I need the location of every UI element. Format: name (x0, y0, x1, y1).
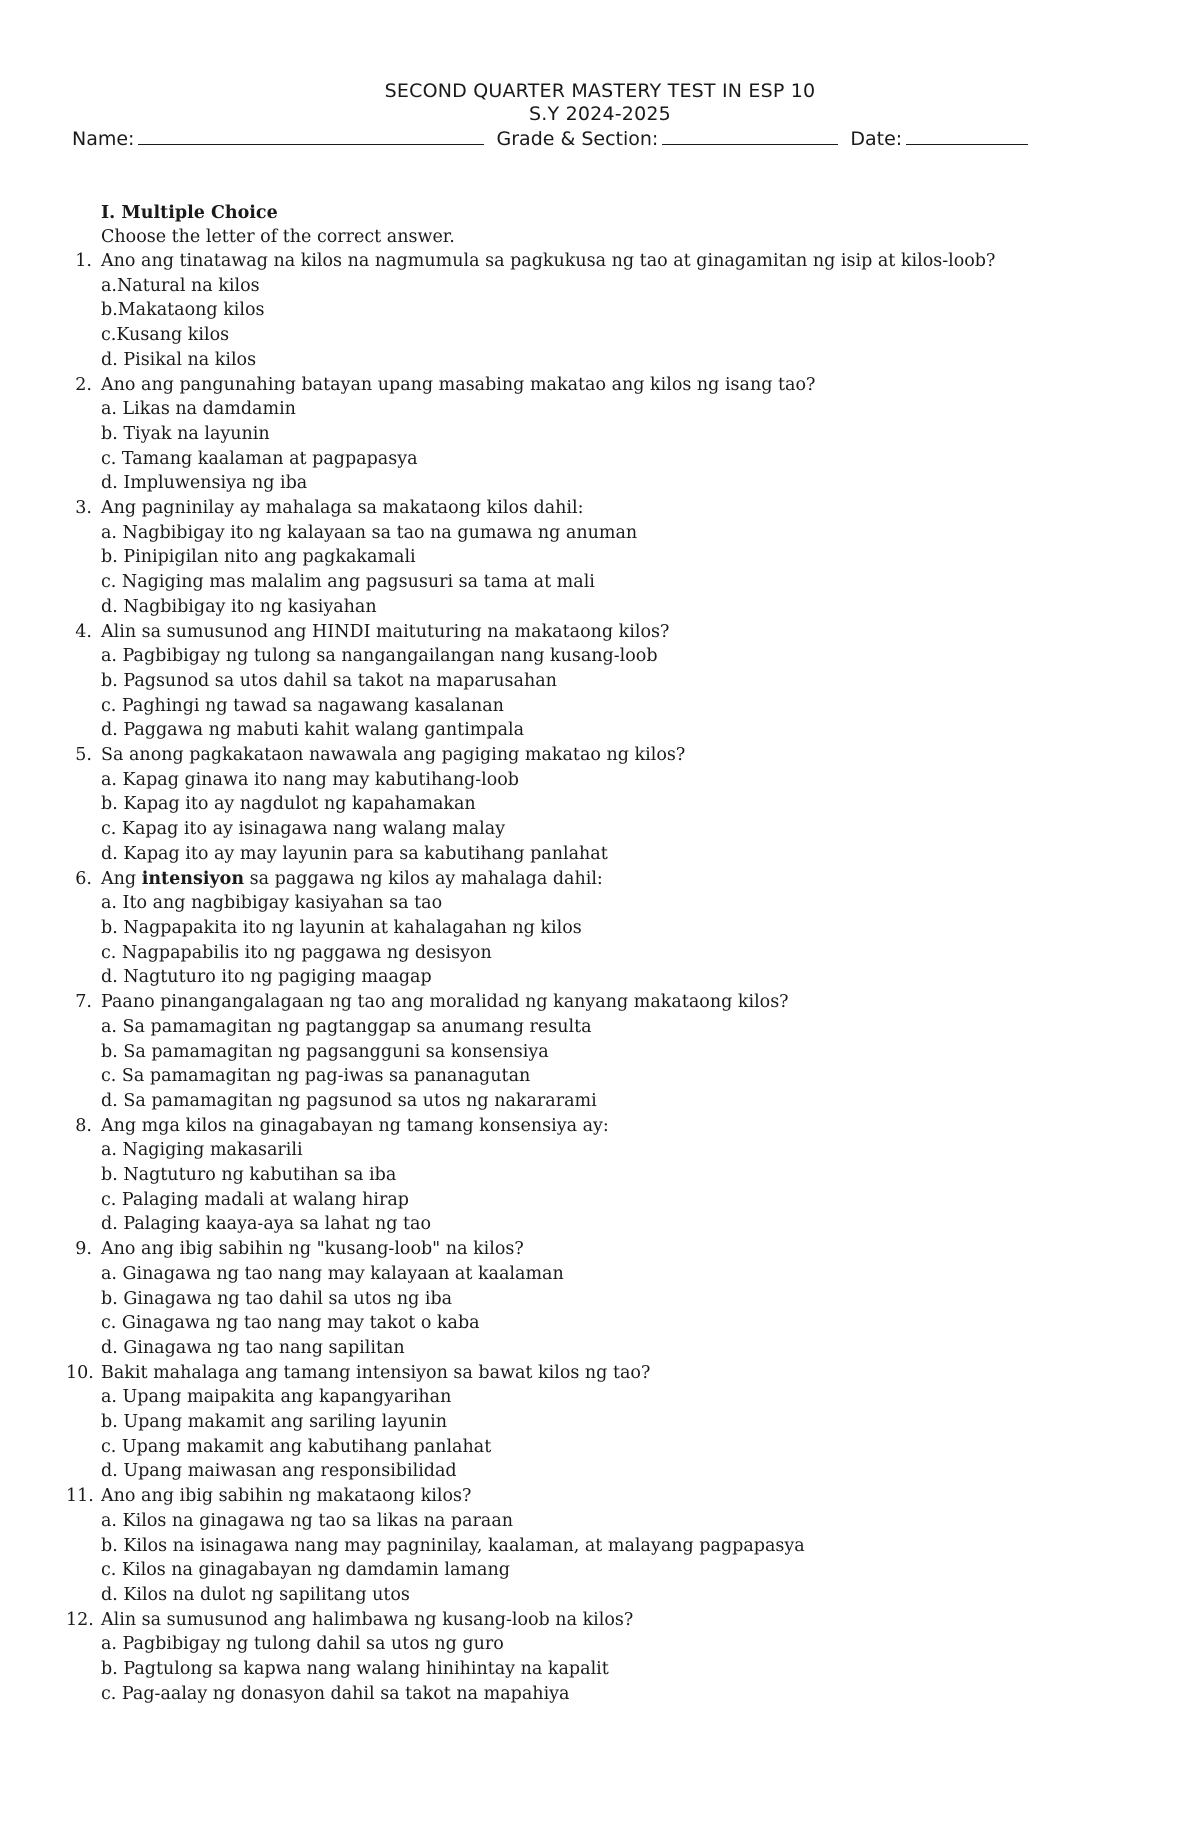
answer-option: c. Kilos na ginagabayan ng damdamin lamang (101, 1560, 510, 1581)
answer-option: a.Natural na kilos (101, 275, 260, 296)
question-text: Bakit mahalaga ang tamang intensiyon sa bawat kilos ng tao? (101, 1362, 651, 1383)
question-number: 12. (66, 1609, 94, 1630)
answer-option: c. Upang makamit ang kabutihang panlahat (101, 1436, 492, 1457)
answer-option: b. Kilos na isinagawa nang may pagninilay, kaalaman, at malayang pagpapasya (101, 1535, 805, 1556)
question-item (66, 249, 1166, 373)
answer-option: c. Ginagawa ng tao nang may takot o kaba (101, 1313, 480, 1334)
question-item (66, 1361, 1166, 1485)
question-number: 3. (75, 498, 92, 519)
question-text-after: sa paggawa ng kilos ay mahalaga dahil: (244, 868, 603, 889)
answer-option: c.Kusang kilos (101, 325, 230, 346)
answer-option: b. Nagtuturo ng kabutihan sa iba (101, 1165, 397, 1186)
answer-option: a. Upang maipakita ang kapangyarihan (101, 1387, 452, 1408)
answer-option: c. Pag-aalay ng donasyon dahil sa takot na mapahiya (101, 1683, 570, 1704)
answer-option: b. Pinipigilan nito ang pagkakamali (101, 547, 416, 568)
question-number: 1. (75, 251, 92, 271)
name-label: Name: (72, 128, 135, 150)
answer-option: c. Nagiging mas malalim ang pagsusuri sa tama at mali (101, 572, 595, 593)
answer-option: b. Pagsunod sa utos dahil sa takot na maparusahan (101, 670, 557, 691)
date-label: Date: (850, 128, 903, 150)
answer-option: b.Makataong kilos (101, 300, 265, 321)
question-number: 5. (75, 745, 92, 766)
question-text: Ang pagninilay ay mahalaga sa makataong kilos dahil: (101, 498, 584, 519)
question-item (66, 1237, 1166, 1361)
test-body (66, 201, 1166, 1706)
answer-option: c. Sa pamamagitan ng pag-iwas sa pananagutan (101, 1066, 531, 1087)
question-item (66, 1608, 1166, 1707)
section-title: I. Multiple Choice (101, 203, 278, 223)
answer-option: a. Kapag ginawa ito nang may kabutihang-loob (101, 769, 519, 790)
answer-option: c. Nagpapabilis ito ng paggawa ng desisyon (101, 942, 492, 963)
question-item (66, 1114, 1166, 1238)
question-item (66, 1484, 1166, 1608)
answer-option: d. Sa pamamagitan ng pagsunod sa utos ng nakararami (101, 1090, 597, 1111)
question-number: 10. (66, 1362, 94, 1383)
answer-option: b. Upang makamit ang sariling layunin (101, 1412, 448, 1433)
answer-option: d. Ginagawa ng tao nang sapilitan (101, 1337, 405, 1358)
question-item (66, 373, 1166, 497)
answer-option: b. Kapag ito ay nagdulot ng kapahamakan (101, 794, 476, 815)
school-year: S.Y 2024-2025 (529, 103, 671, 125)
question-text: Ano ang pangunahing batayan upang masabing makatao ang kilos ng isang tao? (101, 374, 816, 395)
question-item (66, 990, 1166, 1114)
grade-section-label: Grade & Section: (496, 128, 659, 150)
question-item (66, 867, 1166, 991)
question-text-emphasis: intensiyon (141, 868, 245, 889)
question-number: 4. (75, 621, 92, 642)
question-number: 2. (75, 374, 92, 395)
answer-option: d. Pisikal na kilos (101, 349, 257, 370)
answer-option: d. Kilos na dulot ng sapilitang utos (101, 1584, 410, 1605)
question-text-before: Ang (101, 868, 142, 889)
question-text: Ano ang tinatawag na kilos na nagmumula sa pagkukusa ng tao at ginagamitan ng isip at kilos-loob? (101, 251, 996, 271)
answer-option: b. Nagpapakita ito ng layunin at kahalagahan ng kilos (101, 917, 582, 938)
student-info-line (72, 126, 1034, 151)
answer-option: a. Kilos na ginagawa ng tao sa likas na paraan (101, 1510, 514, 1531)
answer-option: d. Impluwensiya ng iba (101, 473, 308, 494)
answer-option: a. Likas na damdamin (101, 399, 296, 420)
answer-option: c. Palaging madali at walang hirap (101, 1189, 410, 1210)
answer-option: a. Pagbibigay ng tulong dahil sa utos ng guro (101, 1634, 504, 1655)
question-list (66, 249, 1166, 1706)
answer-option: a. Ito ang nagbibigay kasiyahan sa tao (101, 893, 443, 914)
question-text: Ano ang ibig sabihin ng "kusang-loob" na kilos? (101, 1239, 524, 1260)
question-text: Sa anong pagkakataon nawawala ang pagiging makatao ng kilos? (101, 745, 686, 766)
date-blank (906, 126, 1028, 145)
answer-option: c. Tamang kaalaman at pagpapasya (101, 448, 418, 469)
question-text: Ano ang ibig sabihin ng makataong kilos? (101, 1486, 472, 1507)
grade-section-blank (662, 126, 838, 145)
answer-option: b. Pagtulong sa kapwa nang walang hinihintay na kapalit (101, 1659, 609, 1680)
question-item (66, 620, 1166, 744)
answer-option: d. Nagbibigay ito ng kasiyahan (101, 596, 377, 617)
answer-option: a. Ginagawa ng tao nang may kalayaan at kaalaman (101, 1263, 564, 1284)
answer-option: a. Sa pamamagitan ng pagtanggap sa anumang resulta (101, 1016, 592, 1037)
answer-option: d. Paggawa ng mabuti kahit walang gantimpala (101, 720, 525, 741)
section-instruction: Choose the letter of the correct answer. (101, 227, 455, 247)
answer-option: d. Nagtuturo ito ng pagiging maagap (101, 967, 432, 988)
question-item (66, 496, 1166, 620)
answer-option: a. Pagbibigay ng tulong sa nangangailangan nang kusang-loob (101, 646, 658, 667)
question-item (66, 743, 1166, 867)
answer-option: d. Kapag ito ay may layunin para sa kabutihang panlahat (101, 843, 608, 864)
answer-option: a. Nagbibigay ito ng kalayaan sa tao na gumawa ng anuman (101, 522, 638, 543)
question-text: Alin sa sumusunod ang halimbawa ng kusang-loob na kilos? (101, 1609, 634, 1630)
question-number: 9. (75, 1239, 92, 1260)
answer-option: c. Kapag ito ay isinagawa nang walang malay (101, 819, 506, 840)
question-number: 6. (75, 868, 92, 889)
test-title: SECOND QUARTER MASTERY TEST IN ESP 10 (384, 80, 816, 102)
name-blank (138, 126, 484, 145)
question-text: Ang mga kilos na ginagabayan ng tamang konsensiya ay: (101, 1115, 609, 1136)
answer-option: b. Ginagawa ng tao dahil sa utos ng iba (101, 1288, 453, 1309)
answer-option: a. Nagiging makasarili (101, 1140, 303, 1161)
question-text (101, 867, 1166, 892)
answer-option: b. Tiyak na layunin (101, 423, 270, 444)
question-number: 7. (75, 992, 92, 1013)
question-number: 8. (75, 1115, 92, 1136)
question-number: 11. (66, 1486, 94, 1507)
answer-option: d. Palaging kaaya-aya sa lahat ng tao (101, 1214, 431, 1235)
question-text: Paano pinangangalagaan ng tao ang moralidad ng kanyang makataong kilos? (101, 992, 789, 1013)
answer-option: b. Sa pamamagitan ng pagsangguni sa konsensiya (101, 1041, 549, 1062)
answer-option: d. Upang maiwasan ang responsibilidad (101, 1461, 457, 1482)
question-text: Alin sa sumusunod ang HINDI maituturing na makataong kilos? (101, 621, 670, 642)
test-header (0, 80, 1200, 150)
answer-option: c. Paghingi ng tawad sa nagawang kasalanan (101, 695, 504, 716)
